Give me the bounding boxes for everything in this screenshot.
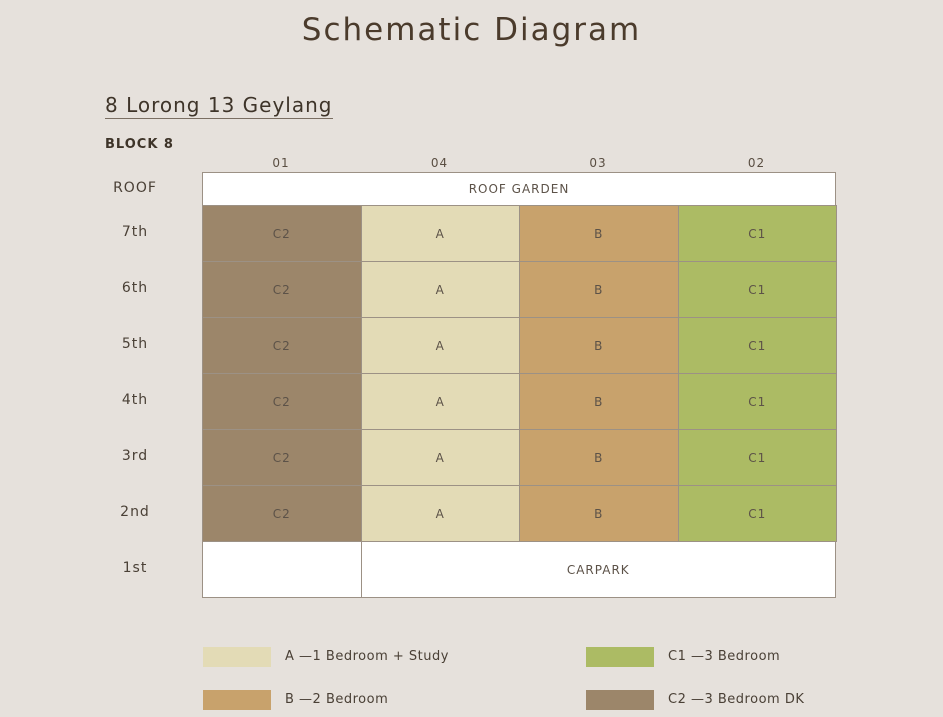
unit-cell[interactable]: C1 — [678, 205, 838, 262]
unit-cell[interactable]: C1 — [678, 261, 838, 318]
unit-cell[interactable]: C1 — [678, 429, 838, 486]
floor-label-roof: ROOF — [113, 180, 157, 196]
unit-cell[interactable]: A — [361, 205, 521, 262]
legend-swatch-c1 — [586, 647, 654, 667]
carpark-cell: CARPARK — [361, 541, 837, 598]
unit-cell[interactable]: C2 — [202, 205, 362, 262]
unit-cell[interactable]: A — [361, 261, 521, 318]
column-header: 04 — [430, 156, 449, 170]
floor-label: 5th — [121, 336, 149, 352]
floor-label: 7th — [121, 224, 149, 240]
unit-cell[interactable]: A — [361, 373, 521, 430]
unit-cell[interactable]: A — [361, 317, 521, 374]
floor-label: 2nd — [120, 504, 150, 520]
legend-label: A —1 Bedroom + Study — [285, 649, 449, 664]
legend-label: B —2 Bedroom — [285, 692, 389, 707]
unit-cell[interactable]: C2 — [202, 485, 362, 542]
column-header: 01 — [272, 156, 290, 170]
legend-swatch-a — [203, 647, 271, 667]
unit-cell[interactable]: C1 — [678, 373, 838, 430]
unit-cell[interactable]: C1 — [678, 485, 838, 542]
unit-cell[interactable]: B — [519, 429, 679, 486]
unit-cell[interactable]: B — [519, 205, 679, 262]
unit-cell[interactable]: C2 — [202, 317, 362, 374]
floor-label: 3rd — [121, 448, 149, 464]
page-title: Schematic Diagram — [301, 12, 642, 48]
unit-cell[interactable]: B — [519, 485, 679, 542]
unit-cell[interactable]: B — [519, 261, 679, 318]
roof-garden-cell: ROOF GARDEN — [202, 172, 836, 206]
unit-cell[interactable]: A — [361, 485, 521, 542]
unit-cell[interactable]: C2 — [202, 261, 362, 318]
unit-cell[interactable]: A — [361, 429, 521, 486]
block-label: BLOCK 8 — [105, 137, 174, 152]
unit-cell[interactable]: C2 — [202, 373, 362, 430]
legend-swatch-c2 — [586, 690, 654, 710]
unit-cell[interactable]: B — [519, 317, 679, 374]
legend-swatch-b — [203, 690, 271, 710]
unit-cell[interactable]: C2 — [202, 429, 362, 486]
legend-label: C2 —3 Bedroom DK — [668, 692, 805, 707]
floor-label-ground: 1st — [122, 560, 148, 576]
column-header: 02 — [747, 156, 766, 170]
unit-cell[interactable]: B — [519, 373, 679, 430]
ground-empty-cell — [202, 541, 362, 598]
floor-label: 6th — [121, 280, 149, 296]
project-name: 8 Lorong 13 Geylang — [105, 93, 333, 117]
floor-label: 4th — [121, 392, 149, 408]
legend-label: C1 —3 Bedroom — [668, 649, 781, 664]
column-header: 03 — [589, 156, 607, 170]
unit-cell[interactable]: C1 — [678, 317, 838, 374]
